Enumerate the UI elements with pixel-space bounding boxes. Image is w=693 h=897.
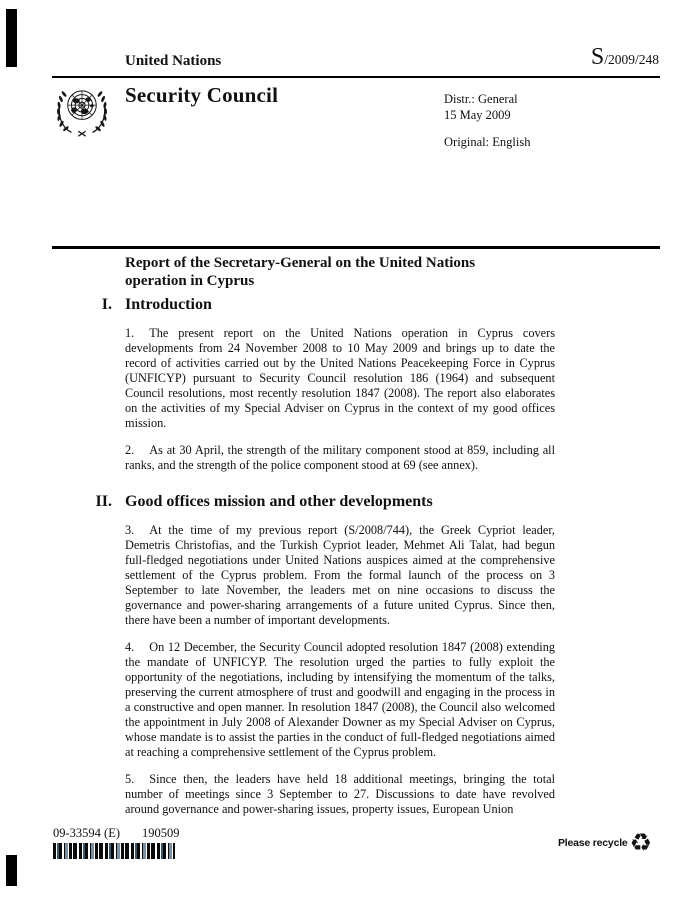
- paragraph-5: [125, 772, 555, 817]
- document-symbol: [591, 44, 659, 71]
- section-numeral: II.: [95, 493, 112, 510]
- document-symbol-number: /2009/248: [604, 52, 659, 67]
- document-barcode: [53, 843, 175, 859]
- document-symbol-letter: S: [590, 44, 605, 70]
- paragraph-2: [125, 443, 555, 473]
- report-title: Report of the Secretary-General on the United Nations operation in Cyprus: [125, 255, 476, 289]
- section-heading-text: Good offices mission and other developments: [125, 493, 433, 510]
- paragraph-text: On 12 December, the Security Council adopted resolution 1847 (2008) extending the mandate of UNFICYP. The resolution urged the parties to fully exploit the opportunity of the negotiations, including by intensifying the momentum of the talks, preserving the current atmosphere of trust and goodwill and engaging in the process in a constructive and open manner. In resolution 1847 (2008), the Council also welcomed the appointment in July 2008 of Alexander Downer as my Special Adviser on Cyprus, whose mandate is to assist the parties in the conduct of full-fledged negotiations aimed at reaching a comprehensive settlement of the Cyprus problem.: [125, 640, 555, 759]
- recycle-icon: ♻: [629, 828, 652, 857]
- paragraph-number: 5.: [125, 772, 135, 786]
- paragraph-3: [125, 523, 555, 628]
- paragraph-text: The present report on the United Nations operation in Cyprus covers developments from 24 November 2008 to 10 May 2009 and brings up to date the record of activities carried out by the United Nations Peacekeeping Force in Cyprus (UNFICYP) pursuant to Security Council resolution 186 (1964) and subsequent Council resolutions, most recently resolution 1847 (2008). The report also elaborates on the activities of my Special Adviser on Cyprus in the context of my good offices mission.: [125, 326, 555, 430]
- footer-job-number: [53, 826, 180, 841]
- distribution-line: Distr.: General: [444, 92, 518, 106]
- distribution-block: [444, 91, 530, 150]
- masthead-rule: [52, 76, 660, 78]
- report-body: [80, 296, 556, 817]
- organ-name: Security Council: [125, 83, 279, 107]
- united-nations-emblem-icon: [51, 83, 113, 146]
- binding-mark-bottom: [6, 855, 17, 886]
- title-rule: [52, 246, 660, 249]
- paragraph-text: As at 30 April, the strength of the military component stood at 859, including all ranks, and the strength of the police component stood at 69 (see annex).: [125, 443, 555, 472]
- paragraph-number: 2.: [125, 443, 135, 457]
- recycle-label: Please recycle: [557, 836, 628, 849]
- section-numeral: I.: [101, 296, 112, 313]
- paragraph-1: [125, 326, 555, 431]
- binding-mark-top: [6, 9, 17, 67]
- paragraph-text: Since then, the leaders have held 18 additional meetings, bringing the total number of meetings since 3 September to 27. Discussions to date have revolved around governance and power-sharing issues, property issues, European Union: [125, 772, 555, 816]
- section-heading-text: Introduction: [125, 296, 212, 313]
- section-heading-introduction: [80, 296, 556, 314]
- print-code: 190509: [142, 826, 180, 840]
- paragraph-number: 3.: [125, 523, 135, 537]
- organization-name: United Nations: [125, 53, 222, 69]
- paragraph-number: 1.: [125, 326, 135, 340]
- document-date: 15 May 2009: [444, 108, 511, 122]
- paragraph-text: At the time of my previous report (S/2008/744), the Greek Cypriot leader, Demetris Christofias, and the Turkish Cypriot leader, Mehmet Ali Talat, had begun full-fledged negotiations under United Nations auspices aimed at the comprehensive settlement of the Cyprus problem. From the formal launch of the process on 3 September to late November, the leaders met on nine occasions to discuss the governance and power-sharing arrangements of a future united Cyprus. Since then, there have been a number of important developments.: [125, 523, 555, 627]
- paragraph-4: [125, 640, 555, 760]
- original-language: Original: English: [444, 135, 531, 149]
- section-heading-good-offices: [80, 493, 556, 511]
- paragraph-number: 4.: [125, 640, 135, 654]
- recycle-notice: [558, 830, 652, 855]
- spacer: [444, 123, 530, 134]
- job-number: 09-33594 (E): [53, 826, 120, 840]
